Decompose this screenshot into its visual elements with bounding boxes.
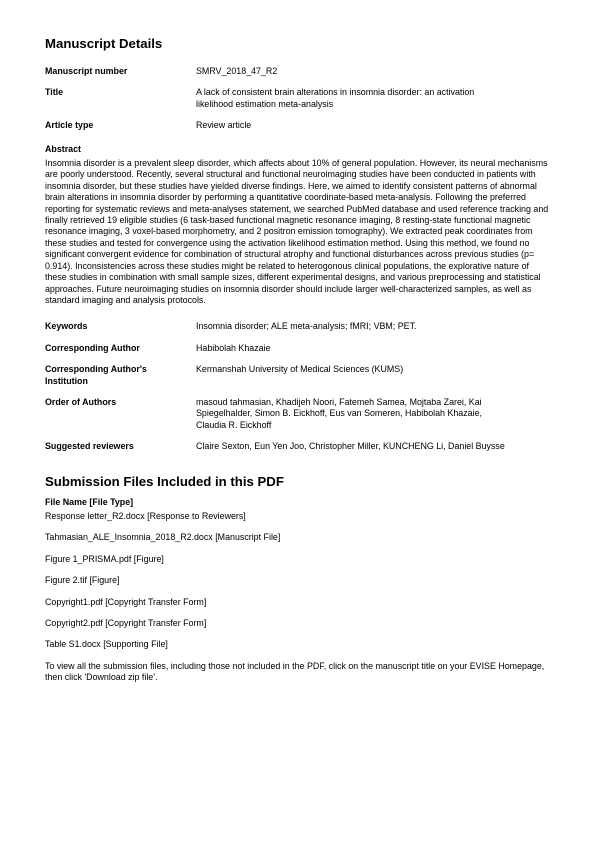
keywords-value: Insomnia disorder; ALE meta-analysis; fMRI; VBM; PET. (196, 321, 417, 332)
title-row (45, 87, 550, 110)
file-item: Response letter_R2.docx [Response to Reviewers] (45, 510, 246, 521)
file-item: Figure 2.tif [Figure] (45, 575, 120, 586)
article-type-value: Review article (196, 120, 252, 131)
title-label: Title (45, 87, 64, 98)
file-list (45, 511, 550, 651)
files-column-header: File Name [File Type] (45, 496, 134, 507)
page-title: Manuscript Details (45, 36, 163, 51)
manuscript-number-row (45, 66, 550, 77)
suggested-reviewers-label: Suggested reviewers (45, 441, 134, 452)
suggested-reviewers-value: Claire Sexton, Eun Yen Joo, Christopher Miller, KUNCHENG Li, Daniel Buysse (196, 441, 505, 452)
abstract-section (45, 144, 550, 307)
corresponding-author-label: Corresponding Author (45, 342, 140, 353)
suggested-reviewers-row (45, 441, 550, 452)
file-item: Copyright1.pdf [Copyright Transfer Form] (45, 596, 207, 607)
institution-label (45, 364, 196, 387)
submission-files-heading: Submission Files Included in this PDF (45, 473, 284, 489)
order-of-authors-value: masoud tahmasian, Khadijeh Noori, Fatemeh Samea, Mojtaba Zarei, Kai Spiegelhalder, Simon B. Eickhoff, Eus van Someren, Habibolah Khazaie, Claudia R. Eickhoff (196, 396, 482, 430)
institution-label-line2: Institution (45, 375, 88, 386)
institution-row (45, 364, 550, 387)
manuscript-number-label: Manuscript number (45, 66, 128, 76)
order-of-authors-row (45, 397, 550, 431)
manuscript-details (45, 66, 550, 132)
corresponding-author-value: Habibolah Khazaie (196, 342, 271, 353)
file-item: Copyright2.pdf [Copyright Transfer Form] (45, 618, 207, 628)
manuscript-page (45, 36, 550, 684)
abstract-text: Insomnia disorder is a prevalent sleep disorder, which affects about 10% of general population. However, its neural mechanisms are poorly understood. Recently, several structural and functional neuroimaging studies have been conducted in patients with insomnia disorder, but these studies have yielded diverse findings. Here, we aimed to identify consistent patterns of abnormal brain alterations in insomnia disorder by performing a quantitative coordinate-based meta-analysis. Following the preferred reporting for systematic reviews and meta-analyses statement, we searched PubMed database and used reference tracking and finally retrieved 19 eligible studies (6 task-based functional magnetic resonance imaging, 8 resting-state functional magnetic resonance imaging, 3 voxel-based morphometry, and 2 positron emission tomography). We extracted peak coordinates from these studies and tested for convergence using the activation likelihood estimation method. Using this method, we found no significant convergent evidence for combination of structural atrophy and functional disturbances across previous studies (p= 0.914). Inconsistencies across these studies might be related to heterogonous clinical populations, the explorative nature of these studies in combination with small sample sizes, different experimental designs, and various preprocessing and statistical approaches. Future neuroimaging studies on insomnia disorder should include larger well-characterized samples, as well as standard imaging and analysis protocols. (45, 158, 549, 305)
file-item: Tahmasian_ALE_Insomnia_2018_R2.docx [Manuscript File] (45, 532, 281, 543)
file-item: Figure 1_PRISMA.pdf [Figure] (45, 553, 164, 564)
keywords-label: Keywords (45, 321, 88, 332)
corresponding-author-row (45, 343, 550, 354)
order-of-authors-label: Order of Authors (45, 396, 117, 407)
institution-label-line1: Corresponding Author's (45, 364, 147, 375)
title-value: A lack of consistent brain alterations in insomnia disorder: an activation likelihood estimation meta-analysis (196, 87, 475, 109)
abstract-heading: Abstract (45, 143, 82, 154)
institution-value: Kermanshah University of Medical Sciences (KUMS) (196, 364, 404, 375)
manuscript-number-value: SMRV_2018_47_R2 (196, 66, 278, 76)
download-note: To view all the submission files, including those not included in the PDF, click on the manuscript title on your EVISE Homepage, then click 'Download zip file'. (45, 660, 545, 683)
article-type-row (45, 120, 550, 131)
manuscript-meta (45, 321, 550, 452)
file-item: Table S1.docx [Supporting File] (45, 639, 168, 650)
keywords-row (45, 321, 550, 332)
article-type-label: Article type (45, 120, 94, 131)
